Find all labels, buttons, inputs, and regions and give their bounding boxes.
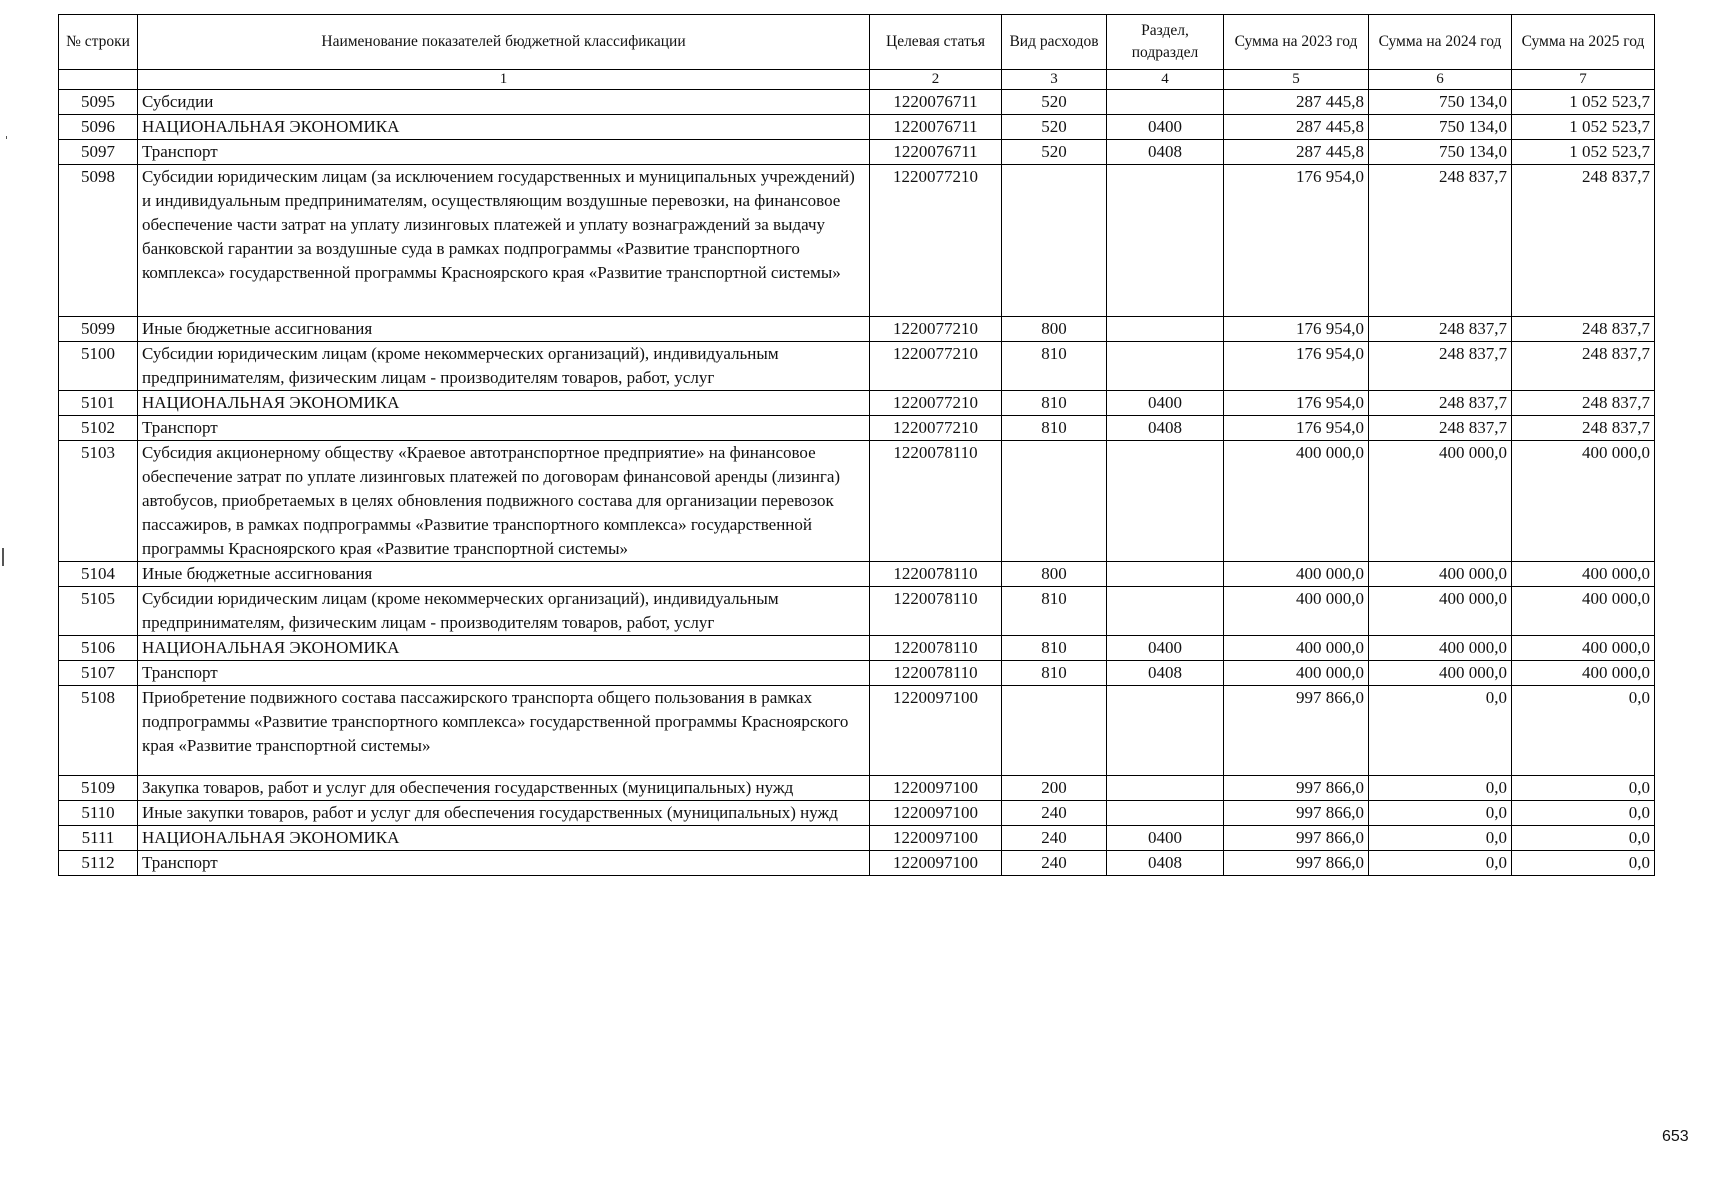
expense-type-cell: 810 <box>1002 587 1107 636</box>
target-article-cell: 1220097100 <box>870 686 1002 776</box>
expense-type-cell: 200 <box>1002 776 1107 801</box>
sum-2023-cell: 176 954,0 <box>1224 391 1369 416</box>
expense-type-cell <box>1002 686 1107 776</box>
sum-2025-cell: 0,0 <box>1512 826 1655 851</box>
sum-2025-cell: 248 837,7 <box>1512 165 1655 317</box>
target-article-cell: 1220078110 <box>870 562 1002 587</box>
table-row <box>59 416 1655 441</box>
sum-2025-cell: 248 837,7 <box>1512 342 1655 391</box>
row-number-cell: 5103 <box>59 441 138 562</box>
sum-2024-cell: 750 134,0 <box>1369 90 1512 115</box>
expense-type-cell <box>1002 165 1107 317</box>
expense-type-cell: 520 <box>1002 90 1107 115</box>
indicator-name-cell: Субсидии юридическим лицам (за исключением государственных и муниципальных учреждений) и индивидуальным предпринимателям, осуществляющим воздушные перевозки, на финансовое обеспечение части затрат на уплату лизинговых платежей и уплату вознаграждений за выдачу банковской гарантии за воздушные суда в рамках подпрограммы «Развитие транспортного комплекса» государственной программы Красноярского края «Развитие транспортной системы» <box>138 165 870 317</box>
target-article-cell: 1220077210 <box>870 391 1002 416</box>
indicator-name-cell: Субсидия акционерному обществу «Краевое автотранспортное предприятие» на финансовое обеспечение затрат по уплате лизинговых платежей по договорам финансовой аренды (лизинга) автобусов, приобретаемых в целях обновления подвижного состава для организации перевозок пассажиров, в рамках подпрограммы «Развитие транспортного комплекса» государственной программы Красноярского края «Развитие транспортной системы» <box>138 441 870 562</box>
section-subsection-cell <box>1107 342 1224 391</box>
sum-2023-cell: 400 000,0 <box>1224 587 1369 636</box>
sum-2025-cell: 1 052 523,7 <box>1512 115 1655 140</box>
expense-type-cell: 800 <box>1002 317 1107 342</box>
sum-2024-cell: 248 837,7 <box>1369 391 1512 416</box>
row-number-cell: 5098 <box>59 165 138 317</box>
table-row <box>59 342 1655 391</box>
row-number-cell: 5095 <box>59 90 138 115</box>
expense-type-cell: 800 <box>1002 562 1107 587</box>
table-row <box>59 115 1655 140</box>
sum-2023-cell: 287 445,8 <box>1224 90 1369 115</box>
sum-2023-cell: 400 000,0 <box>1224 636 1369 661</box>
expense-type-cell: 520 <box>1002 115 1107 140</box>
expense-type-cell: 810 <box>1002 661 1107 686</box>
sum-2023-cell: 400 000,0 <box>1224 441 1369 562</box>
section-subsection-cell <box>1107 317 1224 342</box>
expense-type-cell: 520 <box>1002 140 1107 165</box>
row-number-cell: 5108 <box>59 686 138 776</box>
table-row <box>59 140 1655 165</box>
indicator-name-cell: НАЦИОНАЛЬНАЯ ЭКОНОМИКА <box>138 115 870 140</box>
header-row-no: № строки <box>59 15 138 70</box>
header-code: Целевая статья <box>870 15 1002 70</box>
sum-2024-cell: 0,0 <box>1369 776 1512 801</box>
column-number: 7 <box>1512 70 1655 90</box>
expense-type-cell: 240 <box>1002 826 1107 851</box>
sum-2023-cell: 287 445,8 <box>1224 115 1369 140</box>
sum-2023-cell: 997 866,0 <box>1224 826 1369 851</box>
sum-2024-cell: 248 837,7 <box>1369 416 1512 441</box>
target-article-cell: 1220097100 <box>870 851 1002 876</box>
table-row <box>59 317 1655 342</box>
sum-2025-cell: 1 052 523,7 <box>1512 90 1655 115</box>
sum-2024-cell: 0,0 <box>1369 826 1512 851</box>
section-subsection-cell: 0400 <box>1107 826 1224 851</box>
sum-2024-cell: 400 000,0 <box>1369 587 1512 636</box>
column-number-empty <box>59 70 138 90</box>
header-sum-2023: Сумма на 2023 год <box>1224 15 1369 70</box>
column-number: 5 <box>1224 70 1369 90</box>
sum-2025-cell: 248 837,7 <box>1512 416 1655 441</box>
sum-2024-cell: 400 000,0 <box>1369 562 1512 587</box>
table-row <box>59 391 1655 416</box>
indicator-name-cell: Транспорт <box>138 416 870 441</box>
sum-2025-cell: 400 000,0 <box>1512 562 1655 587</box>
table-row <box>59 776 1655 801</box>
header-row <box>59 15 1655 70</box>
table-row <box>59 686 1655 776</box>
target-article-cell: 1220077210 <box>870 165 1002 317</box>
header-vid: Вид расходов <box>1002 15 1107 70</box>
sum-2024-cell: 248 837,7 <box>1369 342 1512 391</box>
indicator-name-cell: Субсидии юридическим лицам (кроме некоммерческих организаций), индивидуальным предпринимателям, физическим лицам - производителям товаров, работ, услуг <box>138 342 870 391</box>
indicator-name-cell: НАЦИОНАЛЬНАЯ ЭКОНОМИКА <box>138 636 870 661</box>
sum-2025-cell: 400 000,0 <box>1512 636 1655 661</box>
indicator-name-cell: Приобретение подвижного состава пассажирского транспорта общего пользования в рамках подпрограммы «Развитие транспортного комплекса» государственной программы Красноярского края «Развитие транспортной системы» <box>138 686 870 776</box>
budget-table <box>58 14 1655 876</box>
header-razdel: Раздел, подраздел <box>1107 15 1224 70</box>
column-number: 4 <box>1107 70 1224 90</box>
table-row <box>59 661 1655 686</box>
section-subsection-cell: 0400 <box>1107 115 1224 140</box>
indicator-name-cell: Иные бюджетные ассигнования <box>138 562 870 587</box>
section-subsection-cell: 0408 <box>1107 661 1224 686</box>
expense-type-cell: 810 <box>1002 342 1107 391</box>
target-article-cell: 1220077210 <box>870 416 1002 441</box>
section-subsection-cell <box>1107 165 1224 317</box>
target-article-cell: 1220078110 <box>870 661 1002 686</box>
row-number-cell: 5100 <box>59 342 138 391</box>
row-number-cell: 5107 <box>59 661 138 686</box>
table-row <box>59 636 1655 661</box>
sum-2023-cell: 997 866,0 <box>1224 776 1369 801</box>
table-row <box>59 441 1655 562</box>
sum-2024-cell: 400 000,0 <box>1369 441 1512 562</box>
row-number-cell: 5105 <box>59 587 138 636</box>
indicator-name-cell: Транспорт <box>138 851 870 876</box>
target-article-cell: 1220076711 <box>870 115 1002 140</box>
table-row <box>59 165 1655 317</box>
expense-type-cell: 240 <box>1002 851 1107 876</box>
row-number-cell: 5104 <box>59 562 138 587</box>
sum-2025-cell: 1 052 523,7 <box>1512 140 1655 165</box>
scan-mark-left-1 <box>6 136 7 139</box>
sum-2024-cell: 248 837,7 <box>1369 317 1512 342</box>
table-row <box>59 90 1655 115</box>
sum-2024-cell: 0,0 <box>1369 686 1512 776</box>
sum-2024-cell: 248 837,7 <box>1369 165 1512 317</box>
sum-2023-cell: 176 954,0 <box>1224 416 1369 441</box>
target-article-cell: 1220097100 <box>870 826 1002 851</box>
section-subsection-cell <box>1107 587 1224 636</box>
indicator-name-cell: Транспорт <box>138 661 870 686</box>
section-subsection-cell <box>1107 801 1224 826</box>
sum-2023-cell: 176 954,0 <box>1224 317 1369 342</box>
indicator-name-cell: Субсидии юридическим лицам (кроме некоммерческих организаций), индивидуальным предпринимателям, физическим лицам - производителям товаров, работ, услуг <box>138 587 870 636</box>
sum-2025-cell: 0,0 <box>1512 686 1655 776</box>
column-number: 1 <box>138 70 870 90</box>
table-row <box>59 826 1655 851</box>
target-article-cell: 1220077210 <box>870 317 1002 342</box>
scan-mark-left-2 <box>2 548 4 566</box>
section-subsection-cell <box>1107 90 1224 115</box>
section-subsection-cell <box>1107 562 1224 587</box>
target-article-cell: 1220077210 <box>870 342 1002 391</box>
sum-2025-cell: 248 837,7 <box>1512 317 1655 342</box>
section-subsection-cell <box>1107 686 1224 776</box>
expense-type-cell: 810 <box>1002 636 1107 661</box>
sum-2024-cell: 400 000,0 <box>1369 636 1512 661</box>
target-article-cell: 1220078110 <box>870 636 1002 661</box>
sum-2024-cell: 750 134,0 <box>1369 140 1512 165</box>
indicator-name-cell: НАЦИОНАЛЬНАЯ ЭКОНОМИКА <box>138 826 870 851</box>
row-number-cell: 5110 <box>59 801 138 826</box>
sum-2025-cell: 400 000,0 <box>1512 587 1655 636</box>
sum-2025-cell: 400 000,0 <box>1512 441 1655 562</box>
header-name: Наименование показателей бюджетной классификации <box>138 15 870 70</box>
target-article-cell: 1220078110 <box>870 587 1002 636</box>
sum-2025-cell: 0,0 <box>1512 776 1655 801</box>
sum-2023-cell: 176 954,0 <box>1224 165 1369 317</box>
sum-2025-cell: 0,0 <box>1512 851 1655 876</box>
table-body <box>59 90 1655 876</box>
sum-2023-cell: 287 445,8 <box>1224 140 1369 165</box>
indicator-name-cell: Субсидии <box>138 90 870 115</box>
column-number-row <box>59 70 1655 90</box>
sum-2023-cell: 400 000,0 <box>1224 562 1369 587</box>
expense-type-cell: 240 <box>1002 801 1107 826</box>
page-number: 653 <box>1662 1128 1689 1145</box>
section-subsection-cell: 0400 <box>1107 391 1224 416</box>
indicator-name-cell: Иные бюджетные ассигнования <box>138 317 870 342</box>
row-number-cell: 5097 <box>59 140 138 165</box>
sum-2023-cell: 997 866,0 <box>1224 851 1369 876</box>
sum-2023-cell: 176 954,0 <box>1224 342 1369 391</box>
sum-2024-cell: 750 134,0 <box>1369 115 1512 140</box>
target-article-cell: 1220097100 <box>870 776 1002 801</box>
row-number-cell: 5101 <box>59 391 138 416</box>
row-number-cell: 5106 <box>59 636 138 661</box>
row-number-cell: 5112 <box>59 851 138 876</box>
row-number-cell: 5096 <box>59 115 138 140</box>
row-number-cell: 5102 <box>59 416 138 441</box>
sum-2023-cell: 997 866,0 <box>1224 801 1369 826</box>
target-article-cell: 1220076711 <box>870 90 1002 115</box>
header-sum-2025: Сумма на 2025 год <box>1512 15 1655 70</box>
expense-type-cell <box>1002 441 1107 562</box>
section-subsection-cell <box>1107 776 1224 801</box>
sum-2024-cell: 0,0 <box>1369 851 1512 876</box>
section-subsection-cell: 0408 <box>1107 416 1224 441</box>
target-article-cell: 1220097100 <box>870 801 1002 826</box>
header-sum-2024: Сумма на 2024 год <box>1369 15 1512 70</box>
target-article-cell: 1220078110 <box>870 441 1002 562</box>
expense-type-cell: 810 <box>1002 416 1107 441</box>
table-row <box>59 801 1655 826</box>
row-number-cell: 5111 <box>59 826 138 851</box>
table-row <box>59 851 1655 876</box>
table-row <box>59 587 1655 636</box>
section-subsection-cell: 0408 <box>1107 140 1224 165</box>
sum-2025-cell: 248 837,7 <box>1512 391 1655 416</box>
sum-2023-cell: 997 866,0 <box>1224 686 1369 776</box>
indicator-name-cell: НАЦИОНАЛЬНАЯ ЭКОНОМИКА <box>138 391 870 416</box>
sum-2023-cell: 400 000,0 <box>1224 661 1369 686</box>
row-number-cell: 5109 <box>59 776 138 801</box>
column-number: 2 <box>870 70 1002 90</box>
sum-2024-cell: 400 000,0 <box>1369 661 1512 686</box>
sum-2025-cell: 0,0 <box>1512 801 1655 826</box>
indicator-name-cell: Закупка товаров, работ и услуг для обеспечения государственных (муниципальных) нужд <box>138 776 870 801</box>
row-number-cell: 5099 <box>59 317 138 342</box>
section-subsection-cell: 0400 <box>1107 636 1224 661</box>
sum-2024-cell: 0,0 <box>1369 801 1512 826</box>
column-number: 3 <box>1002 70 1107 90</box>
section-subsection-cell <box>1107 441 1224 562</box>
indicator-name-cell: Иные закупки товаров, работ и услуг для обеспечения государственных (муниципальных) нужд <box>138 801 870 826</box>
expense-type-cell: 810 <box>1002 391 1107 416</box>
indicator-name-cell: Транспорт <box>138 140 870 165</box>
section-subsection-cell: 0408 <box>1107 851 1224 876</box>
target-article-cell: 1220076711 <box>870 140 1002 165</box>
table-row <box>59 562 1655 587</box>
sum-2025-cell: 400 000,0 <box>1512 661 1655 686</box>
column-number: 6 <box>1369 70 1512 90</box>
